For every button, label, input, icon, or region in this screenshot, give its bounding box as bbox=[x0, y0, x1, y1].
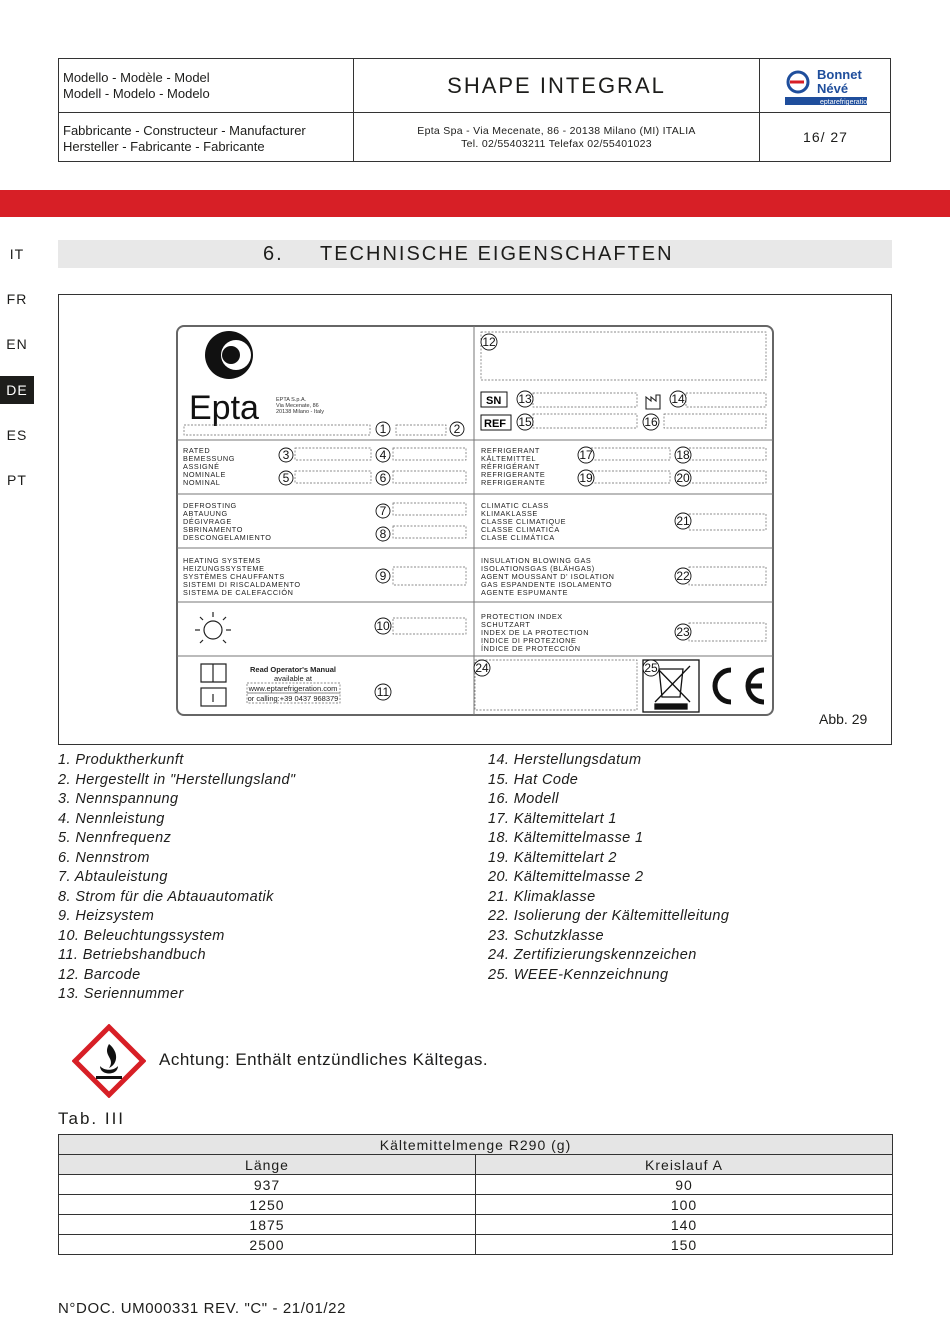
svg-text:15: 15 bbox=[518, 415, 532, 429]
lang-tab-en[interactable]: EN bbox=[6, 336, 28, 352]
section-number: 6. bbox=[263, 243, 284, 265]
warning-text: Achtung: Enthält entzündliches Kältegas. bbox=[159, 1050, 489, 1069]
svg-text:16: 16 bbox=[644, 415, 658, 429]
svg-text:ISOLATIONSGAS (BLÄHGAS): ISOLATIONSGAS (BLÄHGAS) bbox=[481, 564, 595, 573]
svg-text:AGENTE ESPUMANTE: AGENTE ESPUMANTE bbox=[481, 588, 569, 597]
svg-text:INDEX DE LA PROTECTION: INDEX DE LA PROTECTION bbox=[481, 628, 590, 637]
svg-text:3: 3 bbox=[282, 448, 290, 462]
svg-text:20: 20 bbox=[676, 471, 690, 485]
svg-text:SYSTÈMES CHAUFFANTS: SYSTÈMES CHAUFFANTS bbox=[183, 572, 285, 581]
svg-text:HEATING SYSTEMS: HEATING SYSTEMS bbox=[183, 556, 261, 565]
list-item: 17. Kältemittelart 1 bbox=[488, 810, 617, 827]
list-item: 5. Nennfrequenz bbox=[58, 830, 172, 846]
manual-line: Read Operator's Manual bbox=[250, 665, 336, 674]
svg-text:CLIMATIC CLASS: CLIMATIC CLASS bbox=[481, 501, 549, 510]
lang-tab-pt[interactable]: PT bbox=[7, 472, 27, 488]
svg-text:8: 8 bbox=[379, 527, 387, 541]
figure-caption: Abb. 29 bbox=[819, 711, 868, 727]
list-item: 8. Strom für die Abtauautomatik bbox=[58, 888, 274, 905]
svg-text:KÄLTEMITTEL: KÄLTEMITTEL bbox=[481, 454, 537, 463]
page-number: 16/ 27 bbox=[803, 129, 848, 145]
list-item: 22. Isolierung der Kältemittelleitung bbox=[488, 908, 730, 924]
company-line: 20138 Milano - Italy bbox=[276, 409, 324, 415]
list-item: 1. Produktherkunft bbox=[58, 752, 184, 768]
svg-text:6: 6 bbox=[379, 471, 387, 485]
company-line: EPTA S.p.A. bbox=[276, 397, 307, 403]
ref-label: REF bbox=[484, 418, 506, 430]
table-row: 1250 100 bbox=[59, 1195, 893, 1215]
svg-text:CLASSE CLIMATICA: CLASSE CLIMATICA bbox=[481, 525, 560, 534]
svg-text:13: 13 bbox=[518, 392, 532, 406]
svg-text:AGENT MOUSSANT D' ISOLATION: AGENT MOUSSANT D' ISOLATION bbox=[481, 572, 615, 581]
svg-text:19: 19 bbox=[579, 471, 593, 485]
svg-text:REFRIGERANTE: REFRIGERANTE bbox=[481, 478, 546, 487]
flammable-warning-icon bbox=[72, 1024, 146, 1098]
list-item: 2. Hergestellt in "Herstellungsland" bbox=[58, 771, 296, 788]
svg-text:CLASSE CLIMATIQUE: CLASSE CLIMATIQUE bbox=[481, 517, 567, 526]
logo-line2: Névé bbox=[817, 81, 849, 96]
table-title: Kältemittelmenge R290 (g) bbox=[59, 1135, 893, 1155]
svg-text:14: 14 bbox=[671, 392, 685, 406]
list-item: 10. Beleuchtungssystem bbox=[58, 927, 225, 944]
list-item: 21. Klimaklasse bbox=[488, 888, 596, 905]
model-label: Modello - Modèle - Model Modell - Modelo - Modelo bbox=[63, 70, 210, 101]
svg-text:1: 1 bbox=[379, 422, 387, 436]
lang-tab-de[interactable]: DE bbox=[0, 376, 34, 404]
list-item: 19. Kältemittelart 2 bbox=[488, 849, 617, 866]
section-title: TECHNISCHE EIGENSCHAFTEN bbox=[320, 243, 674, 265]
lang-tab-es[interactable]: ES bbox=[6, 427, 28, 443]
list-item: 24. Zertifizierungskennzeichen bbox=[488, 947, 697, 963]
svg-text:SCHUTZART: SCHUTZART bbox=[481, 620, 531, 629]
svg-text:21: 21 bbox=[676, 514, 690, 528]
logo-sub: eptarefrigeration bbox=[820, 99, 871, 106]
sn-label: SN bbox=[486, 395, 502, 407]
model-name: SHAPE INTEGRAL bbox=[447, 73, 666, 98]
list-item: 15. Hat Code bbox=[488, 771, 579, 788]
epta-brand: Epta bbox=[189, 389, 259, 427]
svg-text:22: 22 bbox=[676, 569, 690, 583]
document-footer: N°DOC. UM000331 REV. "C" - 21/01/22 bbox=[58, 1300, 347, 1317]
svg-text:REFRIGERANT: REFRIGERANT bbox=[481, 446, 540, 455]
list-item: 20. Kältemittelmasse 2 bbox=[488, 869, 644, 885]
list-item: 25. WEEE-Kennzeichnung bbox=[488, 966, 669, 983]
legend-right bbox=[488, 751, 729, 985]
svg-text:ABTAUUNG: ABTAUUNG bbox=[183, 509, 228, 518]
list-item: 4. Nennleistung bbox=[58, 810, 165, 827]
legend-left bbox=[58, 751, 295, 1005]
refrigerant-table bbox=[58, 1134, 893, 1255]
manufacturer-label: Fabbricante - Constructeur - Manufacturer Hersteller - Fabricante - Fabricante bbox=[63, 123, 306, 154]
svg-text:DESCONGELAMIENTO: DESCONGELAMIENTO bbox=[183, 533, 272, 542]
svg-text:PROTECTION INDEX: PROTECTION INDEX bbox=[481, 612, 563, 621]
svg-text:ASSIGNÉ: ASSIGNÉ bbox=[183, 462, 220, 471]
svg-text:7: 7 bbox=[379, 504, 387, 518]
manual-line: www.eptarefrigeration.com bbox=[248, 684, 338, 693]
list-item: 12. Barcode bbox=[58, 966, 141, 983]
table-row: 2500 150 bbox=[59, 1235, 893, 1255]
svg-text:23: 23 bbox=[676, 625, 690, 639]
lang-tab-fr[interactable]: FR bbox=[6, 291, 28, 307]
svg-text:2: 2 bbox=[453, 422, 461, 436]
svg-text:HEIZUNGSSYSTEME: HEIZUNGSSYSTEME bbox=[183, 564, 265, 573]
list-item: 14. Herstellungsdatum bbox=[488, 752, 642, 768]
manual-line: or calling:+39 0437 968379 bbox=[247, 694, 339, 703]
svg-text:RÉFRIGÉRANT: RÉFRIGÉRANT bbox=[481, 462, 540, 471]
svg-text:24: 24 bbox=[475, 661, 489, 675]
svg-text:NOMINALE: NOMINALE bbox=[183, 470, 226, 479]
list-item: 13. Seriennummer bbox=[58, 986, 184, 1002]
svg-text:5: 5 bbox=[282, 471, 290, 485]
svg-text:18: 18 bbox=[676, 448, 690, 462]
table-caption: Tab. III bbox=[58, 1109, 126, 1128]
manual-line: available at bbox=[274, 674, 312, 683]
company-line: Via Mecenate, 86 bbox=[276, 403, 319, 409]
svg-text:DEFROSTING: DEFROSTING bbox=[183, 501, 237, 510]
refrigerant-labels bbox=[481, 446, 545, 487]
svg-text:GAS ESPANDENTE ISOLAMENTO: GAS ESPANDENTE ISOLAMENTO bbox=[481, 580, 613, 589]
svg-text:SISTEMA DE CALEFACCIÓN: SISTEMA DE CALEFACCIÓN bbox=[183, 588, 294, 597]
lang-tab-it[interactable]: IT bbox=[9, 246, 25, 262]
manufacturer-address: Epta Spa - Via Mecenate, 86 - 20138 Milano (MI) ITALIA Tel. 02/55403211 Telefax 02/55401023 bbox=[417, 125, 696, 150]
svg-text:NOMINAL: NOMINAL bbox=[183, 478, 221, 487]
list-item: 11. Betriebshandbuch bbox=[58, 947, 207, 963]
svg-text:SBRINAMENTO: SBRINAMENTO bbox=[183, 525, 243, 534]
table-header: Länge bbox=[59, 1155, 476, 1175]
svg-text:REFRIGERANTE: REFRIGERANTE bbox=[481, 470, 546, 479]
list-item: 6. Nennstrom bbox=[58, 849, 150, 866]
table-row: 937 90 bbox=[59, 1175, 893, 1195]
table-header: Kreislauf A bbox=[476, 1155, 893, 1175]
ce-label: CE bbox=[0, 0, 2, 1]
svg-text:4: 4 bbox=[379, 448, 387, 462]
list-item: 3. Nennspannung bbox=[58, 791, 179, 807]
list-item: 9. Heizsystem bbox=[58, 908, 155, 924]
svg-text:17: 17 bbox=[579, 448, 593, 462]
list-item: 23. Schutzklasse bbox=[488, 927, 605, 944]
svg-text:25: 25 bbox=[644, 661, 658, 675]
svg-text:11: 11 bbox=[376, 685, 390, 699]
svg-text:DÉGIVRAGE: DÉGIVRAGE bbox=[183, 517, 232, 526]
svg-text:12: 12 bbox=[482, 335, 496, 349]
svg-text:INDICE DI PROTEZIONE: INDICE DI PROTEZIONE bbox=[481, 636, 577, 645]
svg-text:10: 10 bbox=[376, 619, 390, 633]
svg-text:BEMESSUNG: BEMESSUNG bbox=[183, 454, 236, 463]
svg-text:CLASE CLIMÁTICA: CLASE CLIMÁTICA bbox=[481, 533, 555, 542]
svg-text:RATED: RATED bbox=[183, 446, 211, 455]
svg-text:9: 9 bbox=[379, 569, 387, 583]
svg-text:KLIMAKLASSE: KLIMAKLASSE bbox=[481, 509, 538, 518]
svg-text:INSULATION BLOWING GAS: INSULATION BLOWING GAS bbox=[481, 556, 592, 565]
svg-text:SISTEMI DI RISCALDAMENTO: SISTEMI DI RISCALDAMENTO bbox=[183, 580, 301, 589]
list-item: 7. Abtauleistung bbox=[58, 869, 168, 885]
list-item: 16. Modell bbox=[488, 791, 559, 807]
table-row: 1875 140 bbox=[59, 1215, 893, 1235]
svg-text:ÍNDICE DE PROTECCIÓN: ÍNDICE DE PROTECCIÓN bbox=[481, 644, 581, 653]
list-item: 18. Kältemittelmasse 1 bbox=[488, 830, 644, 846]
logo-line1: Bonnet bbox=[817, 67, 862, 82]
